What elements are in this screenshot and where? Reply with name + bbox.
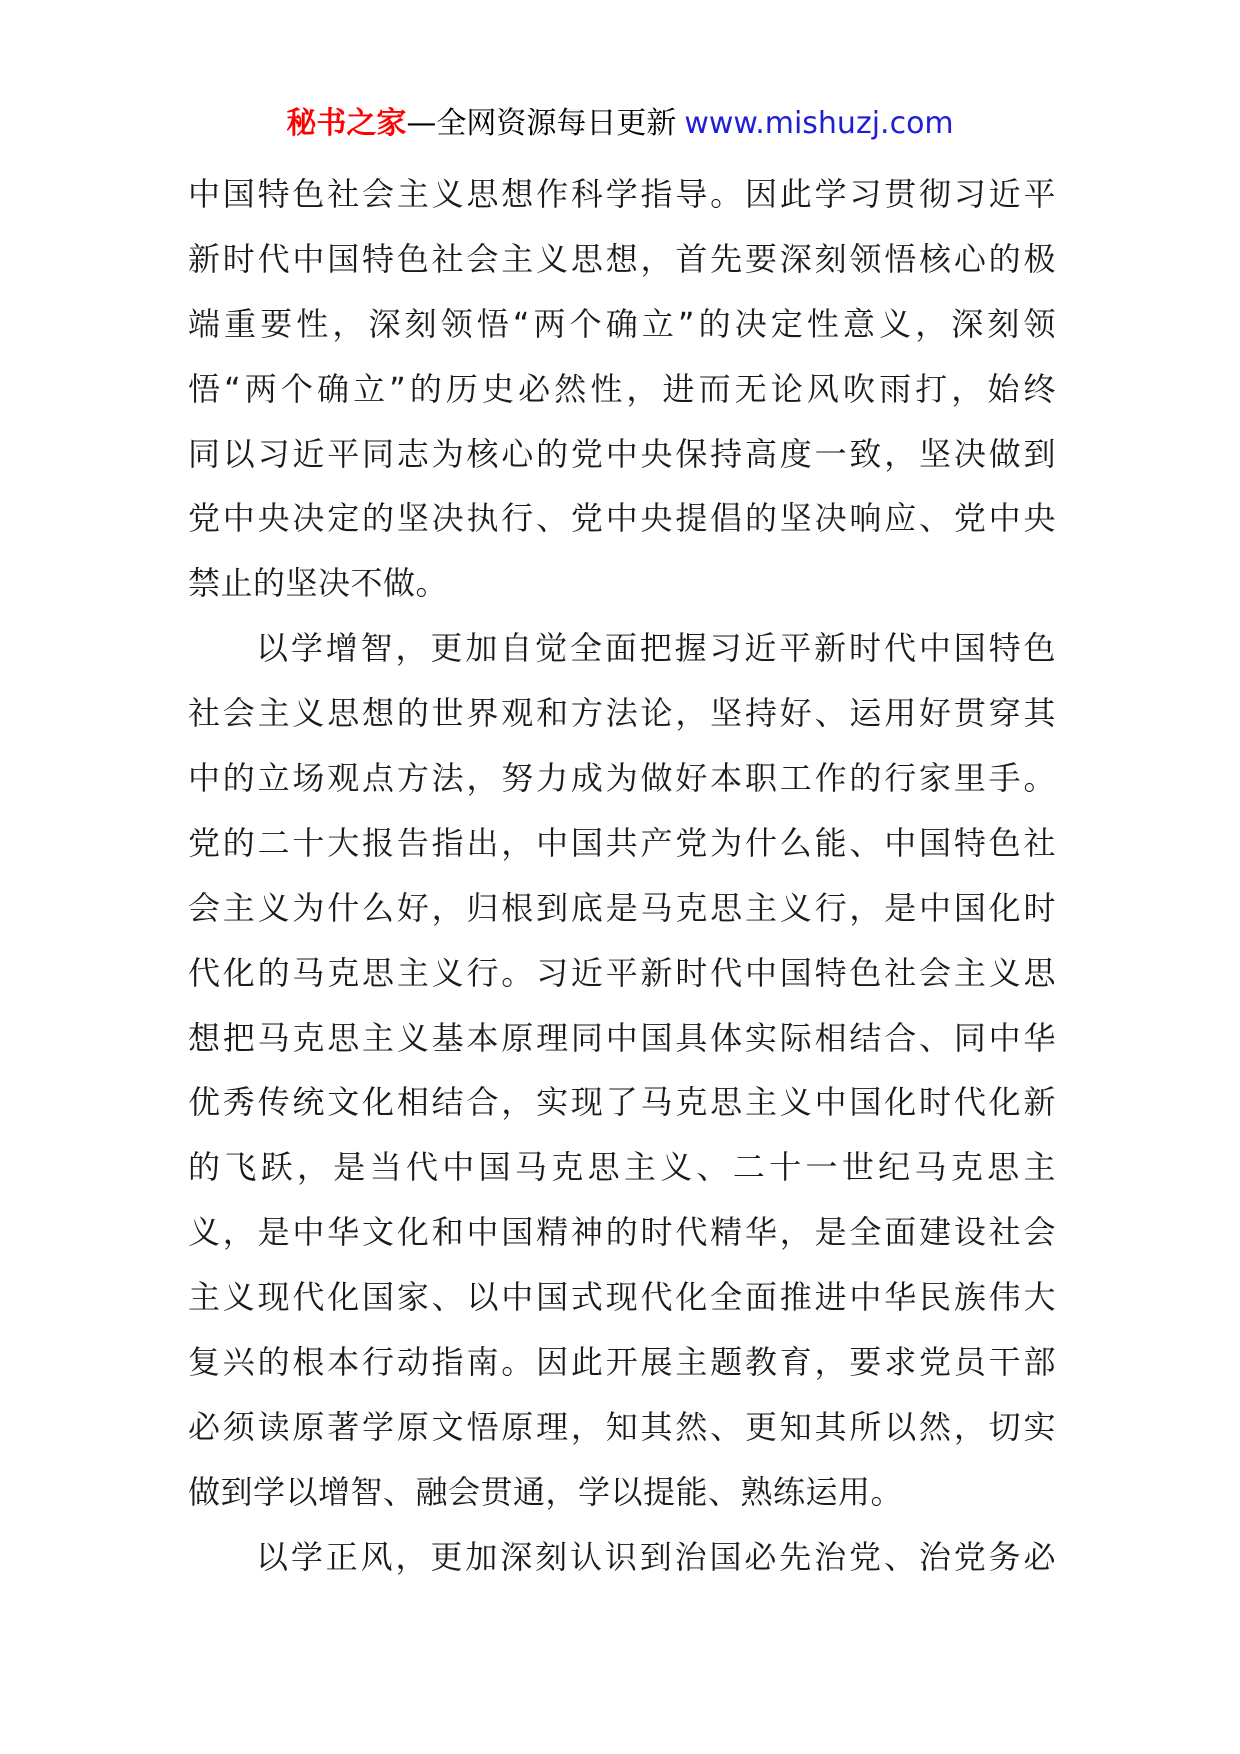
text-line: 悟“两个确立”的历史必然性，进而无论风吹雨打，始终 xyxy=(188,369,1056,408)
text-line: 中的立场观点方法，努力成为做好本职工作的行家里手。 xyxy=(188,759,1056,798)
text-line: 做到学以增智、融会贯通，学以提能、熟练运用。 xyxy=(188,1472,904,1511)
text-line: 党的二十大报告指出，中国共产党为什么能、中国特色社 xyxy=(188,823,1056,862)
paragraph-start-line: 以学增智，更加自觉全面把握习近平新时代中国特色 xyxy=(256,629,1056,668)
header-tagline: —全网资源每日更新 xyxy=(406,106,677,141)
text-line: 优秀传统文化相结合，实现了马克思主义中国化时代化新 xyxy=(188,1083,1056,1122)
text-line: 会主义为什么好，归根到底是马克思主义行，是中国化时 xyxy=(188,888,1056,927)
text-line: 必须读原著学原文悟原理，知其然、更知其所以然，切实 xyxy=(188,1407,1056,1446)
text-line: 同以习近平同志为核心的党中央保持高度一致，坚决做到 xyxy=(188,434,1056,473)
text-line: 主义现代化国家、以中国式现代化全面推进中华民族伟大 xyxy=(188,1278,1056,1317)
text-line: 代化的马克思主义行。习近平新时代中国特色社会主义思 xyxy=(188,953,1056,992)
text-line: 义，是中华文化和中国精神的时代精华，是全面建设社会 xyxy=(188,1213,1056,1252)
text-line: 复兴的根本行动指南。因此开展主题教育，要求党员干部 xyxy=(188,1343,1056,1382)
text-line: 的飞跃，是当代中国马克思主义、二十一世纪马克思主 xyxy=(188,1148,1056,1187)
site-url-link[interactable]: www.mishuzj.com xyxy=(684,106,954,141)
text-line: 社会主义思想的世界观和方法论，坚持好、运用好贯穿其 xyxy=(188,694,1056,733)
text-line: 端重要性，深刻领悟“两个确立”的决定性意义，深刻领 xyxy=(188,304,1056,343)
brand-name: 秘书之家 xyxy=(286,106,407,141)
page-header xyxy=(0,100,1240,148)
paragraph-start-line: 以学正风，更加深刻认识到治国必先治党、治党务必 xyxy=(256,1537,1056,1576)
text-line: 中国特色社会主义思想作科学指导。因此学习贯彻习近平 xyxy=(188,175,1056,213)
text-line: 党中央决定的坚决执行、党中央提倡的坚决响应、党中央 xyxy=(188,499,1056,538)
text-line: 禁止的坚决不做。 xyxy=(188,564,449,603)
text-line: 想把马克思主义基本原理同中国具体实际相结合、同中华 xyxy=(188,1018,1056,1057)
text-line: 新时代中国特色社会主义思想，首先要深刻领悟核心的极 xyxy=(188,239,1056,278)
body-text xyxy=(188,162,1056,1590)
